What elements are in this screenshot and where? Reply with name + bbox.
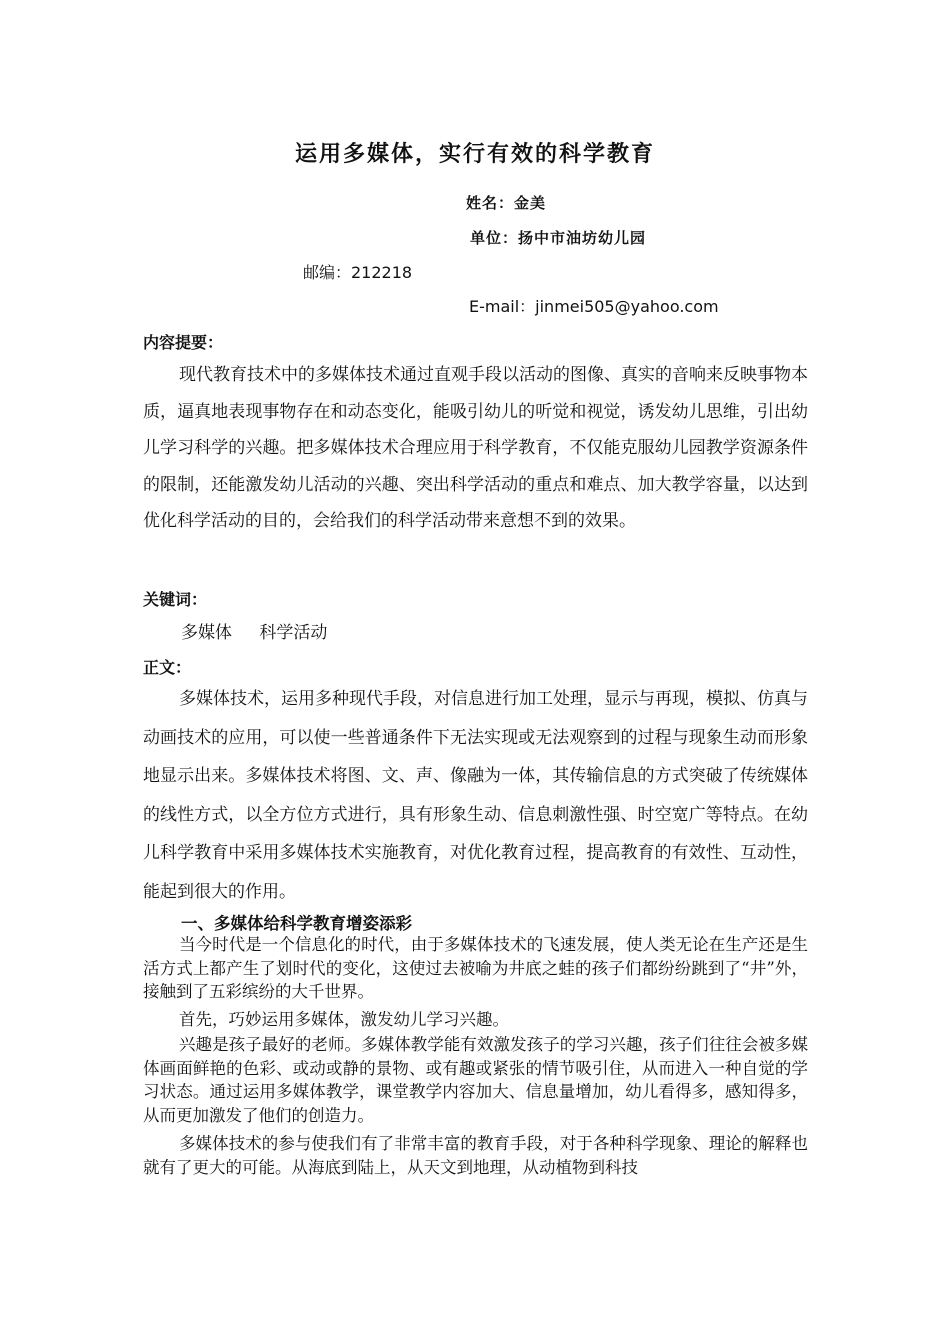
body-paragraph: 首先，巧妙运用多媒体，激发幼儿学习兴趣。 xyxy=(179,1010,509,1029)
keyword-item: 多媒体 xyxy=(181,623,232,643)
body-paragraph: 多媒体技术的参与使我们有了非常丰富的教育手段，对于各种科学现象、理论的解释也就有了更大的可能。从海底到陆上，从天文到地理，从动植物到科技 xyxy=(143,1134,808,1177)
keyword-item: 科学活动 xyxy=(259,623,328,643)
abstract-text: 现代教育技术中的多媒体技术通过直观手段以活动的图像、真实的音响来反映事物本质，逼真地表现事物存在和动态变化，能吸引幼儿的听觉和视觉，诱发幼儿思维，引出幼儿学习科学的兴趣。把多媒体技术合理应用于科学教育，不仅能克服幼儿园教学资源条件的限制，还能激发幼儿活动的兴趣、突出科学活动的重点和难点、加大教学容量，以达到优化科学活动的目的，会给我们的科学活动带来意想不到的效果。 xyxy=(143,365,808,531)
document-title: 运用多媒体，实行有效的科学教育 xyxy=(294,141,655,167)
body-heading: 正文： xyxy=(143,658,192,677)
section-heading: 一、多媒体给科学教育增姿添彩 xyxy=(181,914,412,933)
author-name: 姓名：金美 xyxy=(466,194,547,212)
body-intro-paragraph: 多媒体技术，运用多种现代手段，对信息进行加工处理，显示与再现，模拟、仿真与动画技术的应用，可以使一些普通条件下无法实现或无法观察到的过程与现象生动而形象地显示出来。多媒体技术将图、文、声、像融为一体，其传输信息的方式突破了传统媒体的线性方式，以全方位方式进行，具有形象生动、信息刺激性强、时空宽广等特点。在幼儿科学教育中采用多媒体技术实施教育，对优化教育过程，提高教育的有效性、互动性，能起到很大的作用。 xyxy=(143,689,808,902)
author-email: E-mail：jinmei505@yahoo.com xyxy=(469,297,719,316)
keywords-heading: 关键词： xyxy=(143,590,208,609)
body-paragraph: 兴趣是孩子最好的老师。多媒体教学能有效激发孩子的学习兴趣，孩子们往往会被多媒体画面鲜艳的色彩、或动或静的景物、或有趣或紧张的情节吸引住，从而进入一种自觉的学习状态。通过运用多媒体教学，课堂教学内容加大、信息量增加，幼儿看得多，感知得多，从而更加激发了他们的创造力。 xyxy=(143,1035,808,1125)
author-unit: 单位：扬中市油坊幼儿园 xyxy=(470,229,647,247)
author-postcode: 邮编：212218 xyxy=(303,263,413,282)
abstract-heading: 内容提要： xyxy=(143,333,224,352)
body-paragraph: 当今时代是一个信息化的时代，由于多媒体技术的飞速发展，使人类无论在生产还是生活方式上都产生了划时代的变化，这使过去被喻为井底之蛙的孩子们都纷纷跳到了“井”外，接触到了五彩缤纷的大千世界。 xyxy=(143,935,808,1001)
keywords-list xyxy=(181,618,349,643)
